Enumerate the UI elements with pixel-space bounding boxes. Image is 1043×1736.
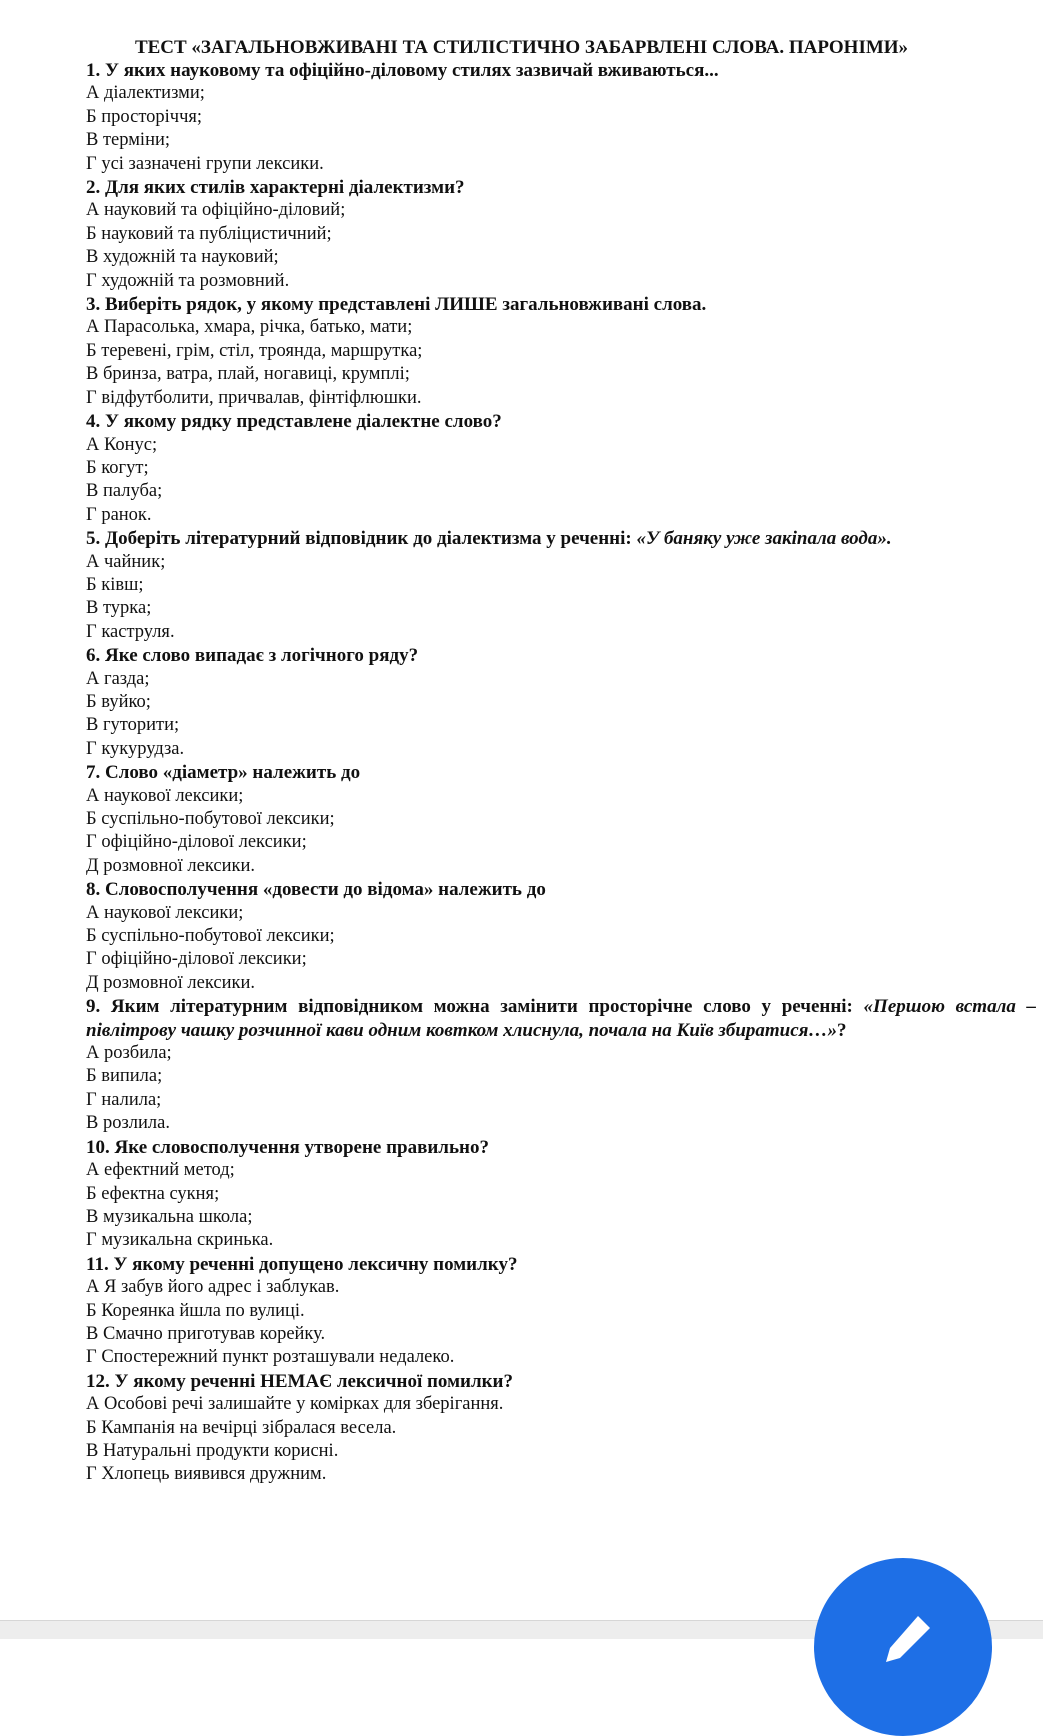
question-tail: ? bbox=[836, 1019, 847, 1041]
answer-option: В гуторити; bbox=[86, 715, 180, 736]
question-text bbox=[86, 293, 1041, 316]
answer-option: Б ківш; bbox=[86, 574, 144, 595]
question-prompt: 1. У яких науковому та офіційно-діловому стилях зазвичай вживаються... bbox=[86, 60, 719, 81]
question-prompt: 6. Яке слово випадає з логічного ряду? bbox=[86, 645, 419, 667]
answer-option: Г кукурудза. bbox=[86, 738, 185, 759]
question-quote: «У баняку уже закіпала вода». bbox=[636, 528, 892, 550]
question-prompt: 5. Доберіть літературний відповідник до діалектизма у реченні: bbox=[86, 528, 637, 550]
answer-option: Г ранок. bbox=[86, 504, 152, 525]
answer-option: Г Спостережний пункт розташували недалеко. bbox=[86, 1347, 455, 1368]
answer-option: А Парасолька, хмара, річка, батько, мати; bbox=[86, 317, 413, 338]
question-block bbox=[86, 59, 1041, 176]
question-block bbox=[86, 995, 1041, 1135]
question-block bbox=[86, 644, 1041, 761]
answer-option: А газда; bbox=[86, 668, 150, 689]
question-prompt: 10. Яке словосполучення утворене правильно? bbox=[86, 1136, 489, 1158]
question-prompt: 8. Словосполучення «довести до відома» належить до bbox=[86, 879, 546, 901]
answer-option: В терміни; bbox=[86, 130, 171, 151]
answer-option: В Смачно приготував корейку. bbox=[86, 1323, 326, 1344]
answer-option: Д розмовної лексики. bbox=[86, 855, 255, 876]
answer-option: Б когут; bbox=[86, 457, 149, 478]
answer-option: А діалектизми; bbox=[86, 83, 205, 104]
answer-option: В художній та науковий; bbox=[86, 247, 279, 268]
answer-option: Б випила; bbox=[86, 1066, 163, 1087]
answer-option: Г налила; bbox=[86, 1089, 162, 1110]
question-text bbox=[86, 527, 1041, 550]
question-text bbox=[86, 1370, 1041, 1393]
question-prompt: 4. У якому рядку представлене діалектне слово? bbox=[86, 411, 502, 433]
question-block bbox=[86, 761, 1041, 878]
question-block bbox=[86, 878, 1041, 995]
question-block bbox=[86, 1370, 1041, 1487]
answer-option: Б суспільно-побутової лексики; bbox=[86, 809, 335, 829]
question-prompt: 11. У якому реченні допущено лексичну помилку? bbox=[86, 1253, 518, 1275]
question-block bbox=[86, 176, 1041, 293]
question-prompt: 7. Слово «діаметр» належить до bbox=[86, 762, 361, 784]
question-prompt: 3. Виберіть рядок, у якому представлені ЛИШЕ загальновживані слова. bbox=[86, 294, 707, 316]
answer-option: А ефектний метод; bbox=[86, 1160, 235, 1181]
answer-option: Б Кампанія на вечірці зібралася весела. bbox=[86, 1417, 397, 1438]
answer-option: В турка; bbox=[86, 598, 152, 619]
pencil-icon bbox=[878, 1610, 938, 1670]
answer-option: Б науковий та публіцистичний; bbox=[86, 223, 332, 244]
answer-option: Г музикальна скринька. bbox=[86, 1230, 274, 1251]
question-block bbox=[86, 1136, 1041, 1253]
answer-option: А Конус; bbox=[86, 434, 158, 455]
question-block bbox=[86, 293, 1041, 410]
question-text bbox=[86, 761, 1041, 784]
answer-option: Г художній та розмовний. bbox=[86, 270, 290, 291]
question-text bbox=[86, 1253, 1041, 1276]
question-text bbox=[86, 1136, 1041, 1159]
answer-option: В музикальна школа; bbox=[86, 1206, 253, 1227]
answer-option: Д розмовної лексики. bbox=[86, 972, 255, 993]
edit-fab-button[interactable] bbox=[814, 1558, 992, 1736]
answer-option: Б Кореянка йшла по вулиці. bbox=[86, 1300, 305, 1321]
answer-option: Б суспільно-побутової лексики; bbox=[86, 926, 335, 947]
answer-option: А Я забув його адрес і заблукав. bbox=[86, 1277, 340, 1298]
question-text bbox=[86, 644, 1041, 667]
answer-option: А чайник; bbox=[86, 551, 166, 572]
answer-option: А Особові речі залишайте у комірках для зберігання. bbox=[86, 1394, 504, 1415]
answer-option: А наукової лексики; bbox=[86, 902, 244, 923]
answer-option: Б вуйко; bbox=[86, 691, 151, 712]
question-text bbox=[86, 410, 1041, 433]
question-quote: «Першою встала – півлітрову чашку розчинної кави одним ковтком хлиснула, почала на Київ збиратися…» bbox=[86, 996, 1036, 1041]
answer-option: Г каструля. bbox=[86, 621, 175, 642]
answer-option: В розлила. bbox=[86, 1113, 170, 1134]
question-text bbox=[86, 995, 1036, 1042]
answer-option: А розбила; bbox=[86, 1043, 172, 1064]
answer-option: Г Хлопець виявився дружним. bbox=[86, 1464, 327, 1485]
answer-option: А науковий та офіційно-діловий; bbox=[86, 200, 346, 221]
answer-option: В бринза, ватра, плай, ногавиці, крумплі; bbox=[86, 364, 410, 385]
answer-option: Б ефектна сукня; bbox=[86, 1183, 220, 1204]
question-list bbox=[86, 59, 1041, 1487]
question-block bbox=[86, 527, 1041, 644]
answer-option: Г відфутболити, причвалав, фінтіфлюшки. bbox=[86, 387, 422, 408]
question-prompt: 9. Яким літературним відповідником можна замінити просторічне слово у реченні: bbox=[86, 996, 864, 1018]
question-text bbox=[86, 59, 1041, 82]
question-text bbox=[86, 176, 1041, 199]
test-title: ТЕСТ «ЗАГАЛЬНОВЖИВАНІ ТА СТИЛІСТИЧНО ЗАБАРВЛЕНІ СЛОВА. ПАРОНІМИ» bbox=[134, 37, 909, 58]
answer-option: Б просторіччя; bbox=[86, 106, 203, 127]
answer-option: Г офіційно-ділової лексики; bbox=[86, 832, 307, 853]
answer-option: Б теревені, грім, стіл, троянда, маршрутка; bbox=[86, 340, 423, 361]
question-prompt: 2. Для яких стилів характерні діалектизми? bbox=[86, 177, 465, 199]
question-block bbox=[86, 1253, 1041, 1370]
question-block bbox=[86, 410, 1041, 527]
answer-option: Г усі зазначені групи лексики. bbox=[86, 153, 324, 174]
answer-option: В палуба; bbox=[86, 481, 163, 502]
answer-option: В Натуральні продукти корисні. bbox=[86, 1440, 339, 1461]
question-text bbox=[86, 878, 1041, 901]
question-prompt: 12. У якому реченні НЕМАЄ лексичної помилки? bbox=[86, 1370, 514, 1392]
answer-option: Г офіційно-ділової лексики; bbox=[86, 949, 307, 970]
answer-option: А наукової лексики; bbox=[86, 785, 244, 806]
